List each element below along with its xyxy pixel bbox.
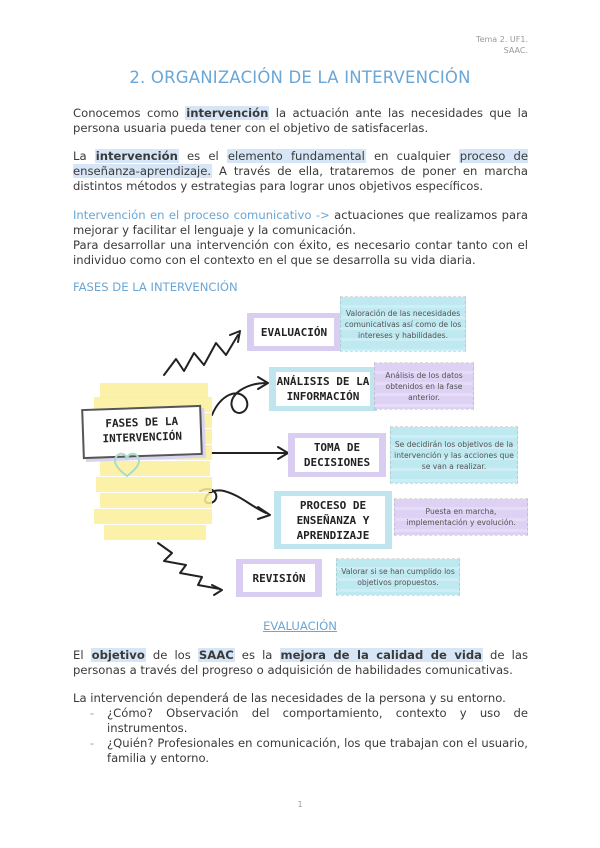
list-item: [90, 706, 528, 736]
center-label-line: INTERVENCIÓN: [102, 429, 183, 446]
text: A través de ella, trataremos de poner en marcha distintos métodos y estrategias para lograr unos objetivos específicos.: [73, 164, 528, 193]
note-text: Se decidirán los objetivos de la intervención y las acciones que se van a realizar.: [394, 439, 514, 471]
text: Conocemos como: [73, 106, 186, 120]
stripe: [100, 493, 212, 508]
list-text: ¿Quién? Profesionales en comunicación, los que trabajan con el usuario, familia y entorno.: [107, 736, 528, 765]
zigzag-arrow-evaluacion: [164, 335, 238, 375]
list-dash: -: [90, 706, 95, 720]
text: de los: [145, 648, 198, 662]
header-note: [476, 34, 528, 56]
note-text: Análisis de los datos obtenidos en la fase anterior.: [385, 370, 463, 402]
text: de las personas a través del progreso o adquisición de habilidades comunicativas.: [73, 648, 529, 677]
paragraph-dependera: La intervención dependerá de las necesidades de la persona y su entorno.: [73, 691, 506, 705]
stripe: [104, 525, 206, 540]
stripe: [94, 509, 212, 524]
text: es el: [178, 149, 227, 163]
stripe: [100, 383, 208, 398]
header-subject: SAAC.: [503, 46, 528, 55]
list-text: ¿Cómo? Observación del comportamiento, contexto y uso de instrumentos.: [107, 706, 528, 735]
highlight-intervencion: intervención: [95, 149, 178, 163]
paragraph-communicative: [73, 208, 528, 238]
center-label-line: FASES DE LA: [105, 414, 179, 431]
note-analisis: [374, 363, 474, 409]
phase-toma-decisiones: [288, 433, 386, 477]
stripe: [96, 477, 212, 492]
paragraph-definition: [73, 106, 528, 136]
phase-label: REVISIÓN: [252, 571, 306, 585]
highlight-proceso: proceso de enseñanza-aprendizaje.: [73, 149, 528, 178]
text: la actuación ante las necesidades que la persona usuaria pueda tener con el objetivo de satisfacerlas.: [73, 106, 528, 135]
heart-icon: [112, 451, 142, 479]
phase-label: INFORMACIÓN: [286, 390, 360, 403]
paragraph-success: Para desarrollar una intervención con éxito, es necesario contar tanto con el individuo como con el contexto en el que se desarrolla su vida diaria.: [73, 238, 528, 267]
note-text: Valorar si se han cumplido los objetivos propuestos.: [341, 567, 455, 587]
phase-label: TOMA DE: [313, 441, 361, 454]
highlight-calidad: mejora de la calidad de vida: [280, 648, 482, 662]
zigzag-arrow-revision: [158, 543, 220, 589]
phase-evaluacion: [247, 313, 341, 351]
blue-lead: Intervención en el proceso comunicativo ->: [73, 208, 330, 222]
center-label: [81, 405, 203, 455]
text: es la: [234, 648, 280, 662]
text: en cualquier: [365, 149, 459, 163]
text: El: [73, 648, 91, 662]
phase-label: ANÁLISIS DE LA: [276, 375, 370, 388]
header-topic: Tema 2. UF1.: [476, 35, 528, 44]
phase-label: ENSEÑANZA Y: [296, 513, 370, 527]
highlight-objetivo: objetivo: [91, 648, 145, 662]
note-revision: [336, 559, 460, 595]
arrowhead-revision: [212, 585, 222, 595]
highlight-intervencion: intervención: [186, 106, 269, 120]
phase-analisis: [269, 367, 377, 411]
list-item: [90, 736, 528, 766]
text: La: [73, 149, 95, 163]
text: actuaciones que realizamos para mejorar y facilitar el lenguaje y la comunicación.: [73, 208, 528, 237]
phase-label: EVALUACIÓN: [260, 325, 328, 339]
highlight-saac: SAAC: [198, 648, 234, 662]
paragraph-element: [73, 149, 528, 194]
phase-revision: [236, 559, 322, 597]
phase-label: DECISIONES: [303, 456, 371, 469]
note-toma-decisiones: [390, 427, 518, 483]
question-list: [90, 706, 528, 766]
phase-label: PROCESO DE: [299, 498, 367, 512]
note-evaluacion: [340, 297, 466, 351]
phase-label: APRENDIZAJE: [296, 528, 370, 542]
note-text: Puesta en marcha, implementación y evolución.: [406, 507, 516, 527]
list-dash: -: [90, 736, 95, 750]
evaluacion-heading: EVALUACIÓN: [263, 619, 337, 633]
phases-diagram: [60, 295, 540, 605]
phases-title: FASES DE LA INTERVENCIÓN: [73, 280, 238, 294]
note-proceso: [394, 499, 528, 535]
note-text: Valoración de las necesidades comunicativas así como de los intereses y habilidades.: [344, 308, 462, 340]
page-number: 1: [297, 800, 303, 809]
page-title: 2. ORGANIZACIÓN DE LA INTERVENCIÓN: [129, 68, 471, 87]
paragraph-objetivo: [73, 648, 528, 678]
phase-proceso: [274, 491, 392, 549]
highlight-elemento: elemento fundamental: [227, 149, 365, 163]
